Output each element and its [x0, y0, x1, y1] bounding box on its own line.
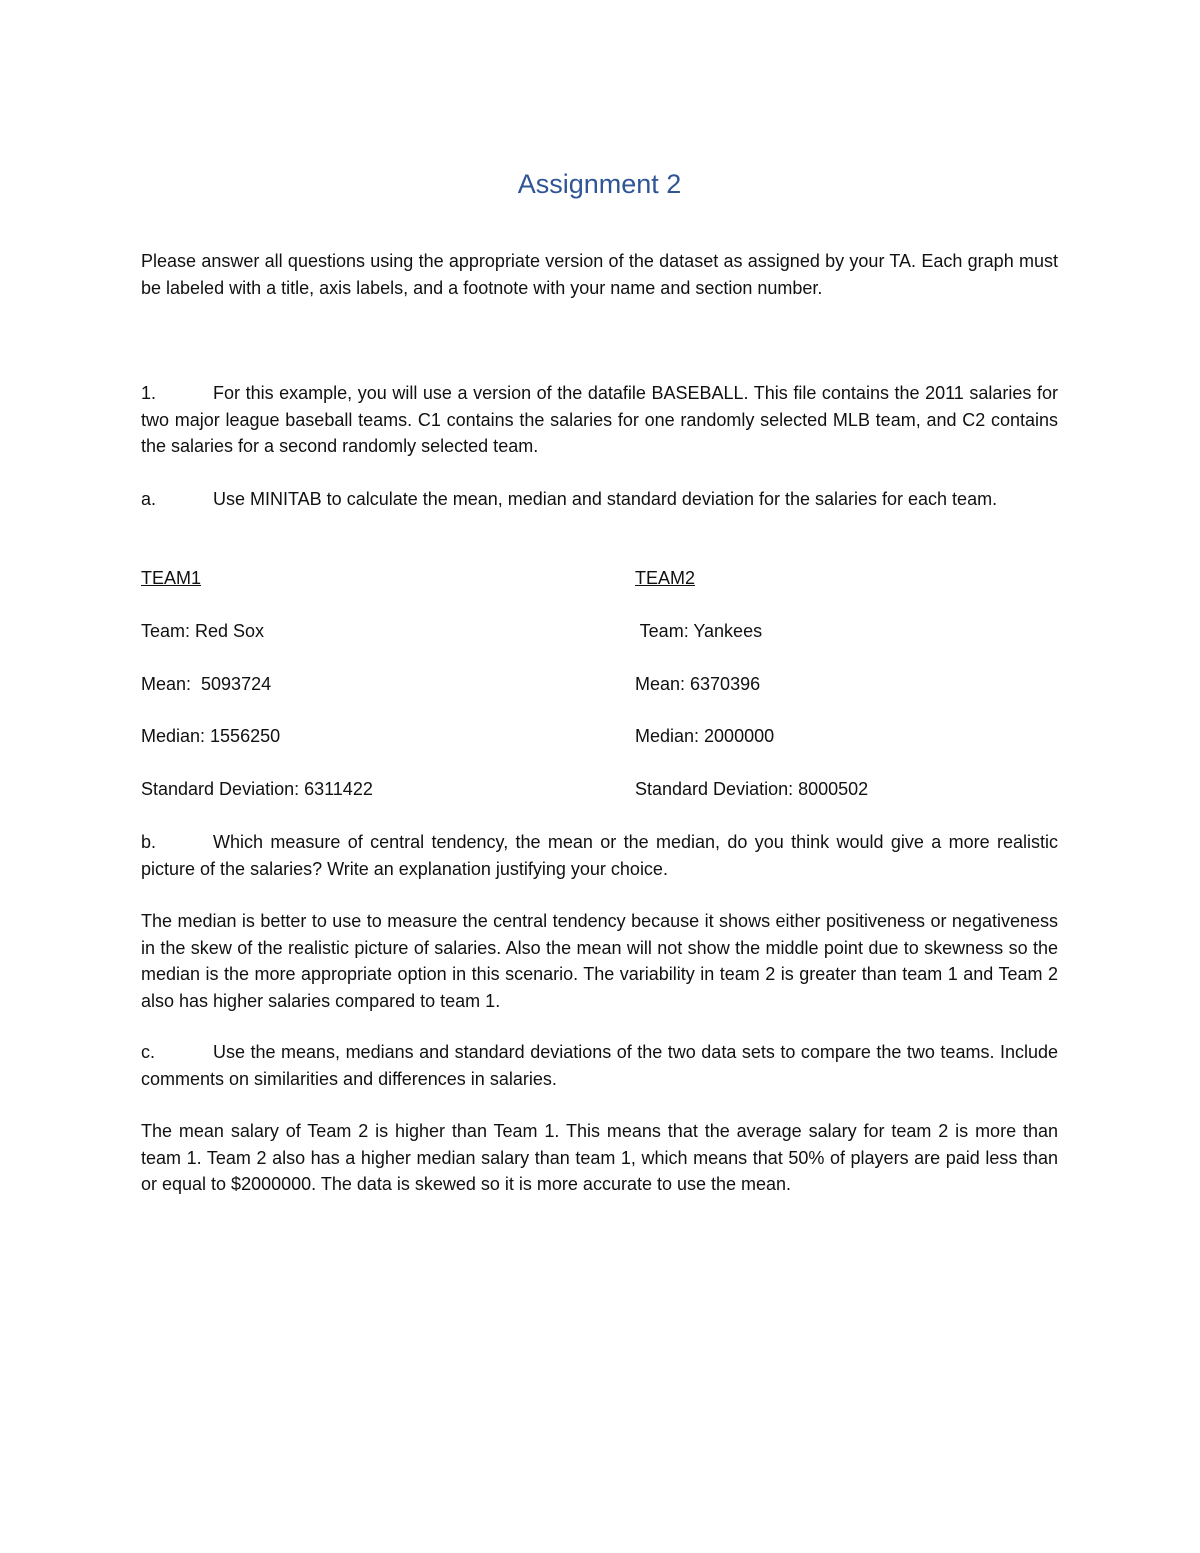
team2-mean: Mean: 6370396 — [635, 674, 761, 694]
part-b-text: Which measure of central tendency, the mean or the median, do you think would give a more realistic picture of the salaries? Write an explanation justifying your choice. — [141, 832, 1058, 879]
part-a-marker: a. — [141, 489, 157, 509]
team1-std-dev: Standard Deviation: 6311422 — [141, 779, 373, 799]
part-c-marker: c. — [141, 1042, 156, 1062]
team1-median: Median: 1556250 — [141, 726, 281, 746]
team1-name: Team: Red Sox — [141, 621, 265, 641]
part-b-marker: b. — [141, 832, 157, 852]
answer-b: The median is better to use to measure the central tendency because it shows either positiveness or negativeness in the skew of the realistic picture of salaries. Also the mean will not show the middle point due to skewness so the median is the more appropriate option in this scenario. The variability in team 2 is greater than team 1 and Team 2 also has higher salaries compared to team 1. — [141, 911, 1058, 1011]
part-a-text: Use MINITAB to calculate the mean, median and standard deviation for the salaries for each team. — [213, 489, 998, 509]
part-c — [141, 1039, 1058, 1092]
question-1 — [141, 380, 1058, 460]
question-1-text: For this example, you will use a version of the datafile BASEBALL. This file contains the 2011 salaries for two major league baseball teams. C1 contains the salaries for one randomly selected MLB team, and C2 contains the salaries for a second randomly selected team. — [141, 383, 1058, 456]
team2-std-dev: Standard Deviation: 8000502 — [635, 779, 869, 799]
team1-heading: TEAM1 — [141, 568, 202, 588]
part-b — [141, 829, 1058, 882]
team2-heading: TEAM2 — [635, 568, 696, 588]
part-a — [141, 486, 1058, 513]
team1-mean: Mean: 5093724 — [141, 674, 272, 694]
answer-c: The mean salary of Team 2 is higher than Team 1. This means that the average salary for team 2 is more than team 1. Team 2 also has a higher median salary than team 1, which means that 50% of players are paid less than or equal to $2000000. The data is skewed so it is more accurate to use the mean. — [141, 1121, 1058, 1194]
page-title: Assignment 2 — [517, 169, 682, 199]
part-c-text: Use the means, medians and standard deviations of the two data sets to compare the two teams. Include comments on similarities and differences in salaries. — [141, 1042, 1058, 1089]
intro-paragraph: Please answer all questions using the appropriate version of the dataset as assigned by your TA. Each graph must be labeled with a title, axis labels, and a footnote with your name and section number. — [141, 251, 1058, 298]
team2-name: Team: Yankees — [635, 621, 763, 641]
question-1-marker: 1. — [141, 383, 157, 403]
team2-median: Median: 2000000 — [635, 726, 775, 746]
